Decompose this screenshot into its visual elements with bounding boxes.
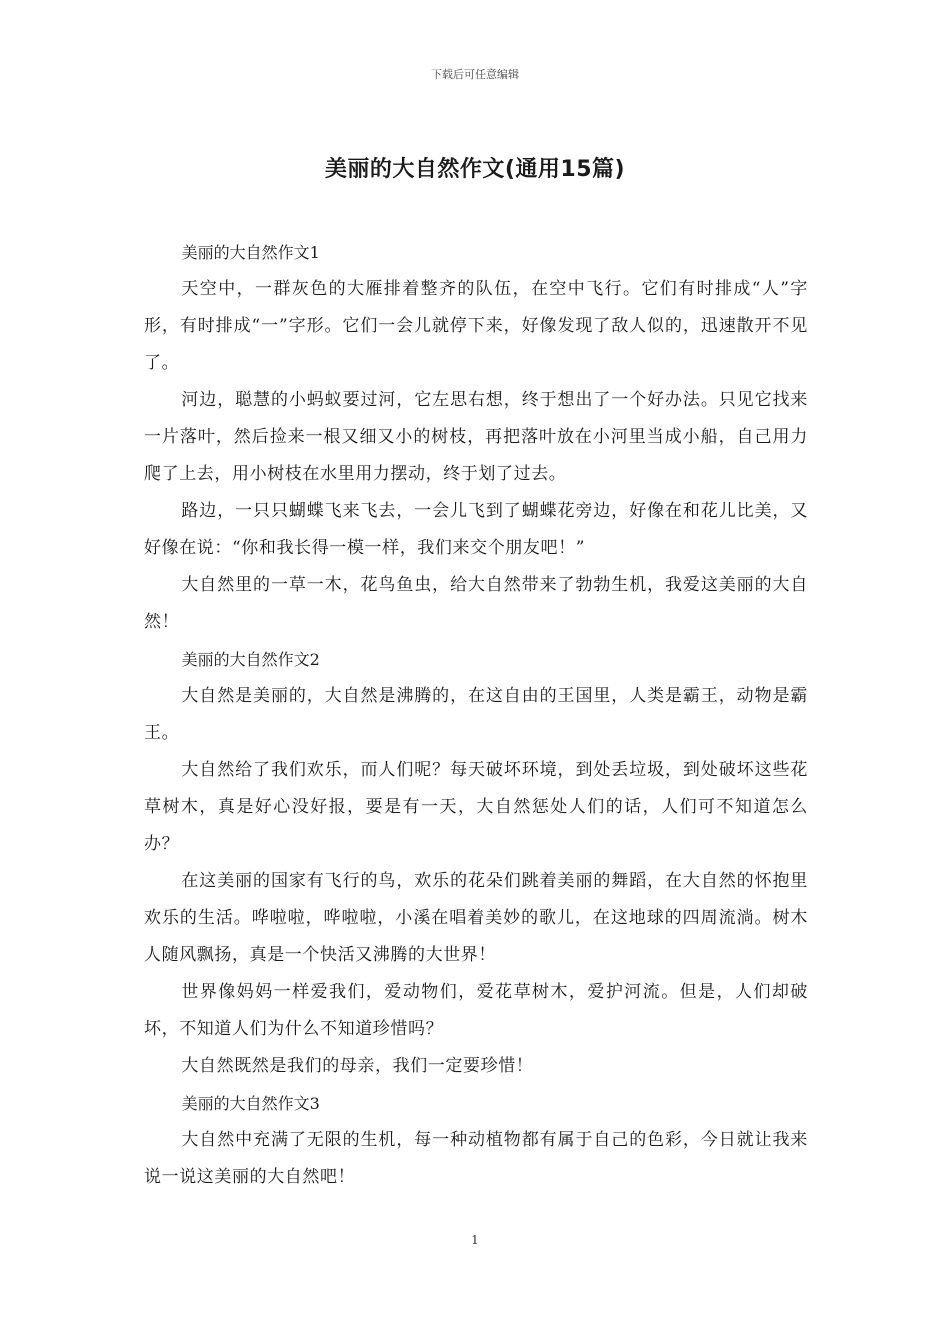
section-heading: 美丽的大自然作文2 bbox=[181, 650, 320, 669]
paragraph: 世界像妈妈一样爱我们，爱动物们，爱花草树木，爱护河流。但是，人们却破坏，不知道人们为什么不知道珍惜吗？ bbox=[144, 982, 808, 1039]
paragraph: 大自然中充满了无限的生机，每一种动植物都有属于自己的色彩，今日就让我来说一说这美丽的大自然吧！ bbox=[144, 1130, 808, 1187]
paragraph: 在这美丽的国家有飞行的鸟，欢乐的花朵们跳着美丽的舞蹈，在大自然的怀抱里欢乐的生活。哗啦啦，哗啦啦，小溪在唱着美妙的歌儿，在这地球的四周流淌。树木人随风飘扬，真是一个快活又沸腾的大世界！ bbox=[144, 871, 808, 965]
paragraph: 大自然是美丽的，大自然是沸腾的，在这自由的王国里，人类是霸王，动物是霸王。 bbox=[144, 686, 808, 743]
paragraph: 路边，一只只蝴蝶飞来飞去，一会儿飞到了蝴蝶花旁边，好像在和花儿比美，又好像在说：“你和我长得一模一样，我们来交个朋友吧！” bbox=[144, 501, 808, 558]
document-title: 美丽的大自然作文(通用15篇) bbox=[324, 157, 626, 182]
section-heading: 美丽的大自然作文1 bbox=[181, 243, 320, 262]
section-heading: 美丽的大自然作文3 bbox=[181, 1094, 320, 1113]
paragraph: 大自然给了我们欢乐，而人们呢？每天破坏环境，到处丢垃圾，到处破坏这些花草树木，真是好心没好报，要是有一天，大自然惩处人们的话，人们可不知道怎么办？ bbox=[144, 760, 808, 854]
paragraph: 河边，聪慧的小蚂蚁要过河，它左思右想，终于想出了一个好办法。只见它找来一片落叶，然后捡来一根又细又小的树枝，再把落叶放在小河里当成小船，自己用力爬了上去，用小树枝在水里用力摆动，终于划了过去。 bbox=[144, 390, 808, 484]
page-number: 1 bbox=[471, 1233, 479, 1247]
document-body bbox=[144, 234, 808, 1196]
paragraph: 大自然里的一草一木，花鸟鱼虫，给大自然带来了勃勃生机，我爱这美丽的大自然！ bbox=[144, 575, 808, 632]
paragraph: 大自然既然是我们的母亲，我们一定要珍惜！ bbox=[181, 1056, 534, 1076]
header-note: 下载后可任意编辑 bbox=[431, 68, 519, 81]
paragraph: 天空中，一群灰色的大雁排着整齐的队伍，在空中飞行。它们有时排成“人”字形，有时排成“一”字形。它们一会儿就停下来，好像发现了敌人似的，迅速散开不见了。 bbox=[144, 279, 808, 373]
